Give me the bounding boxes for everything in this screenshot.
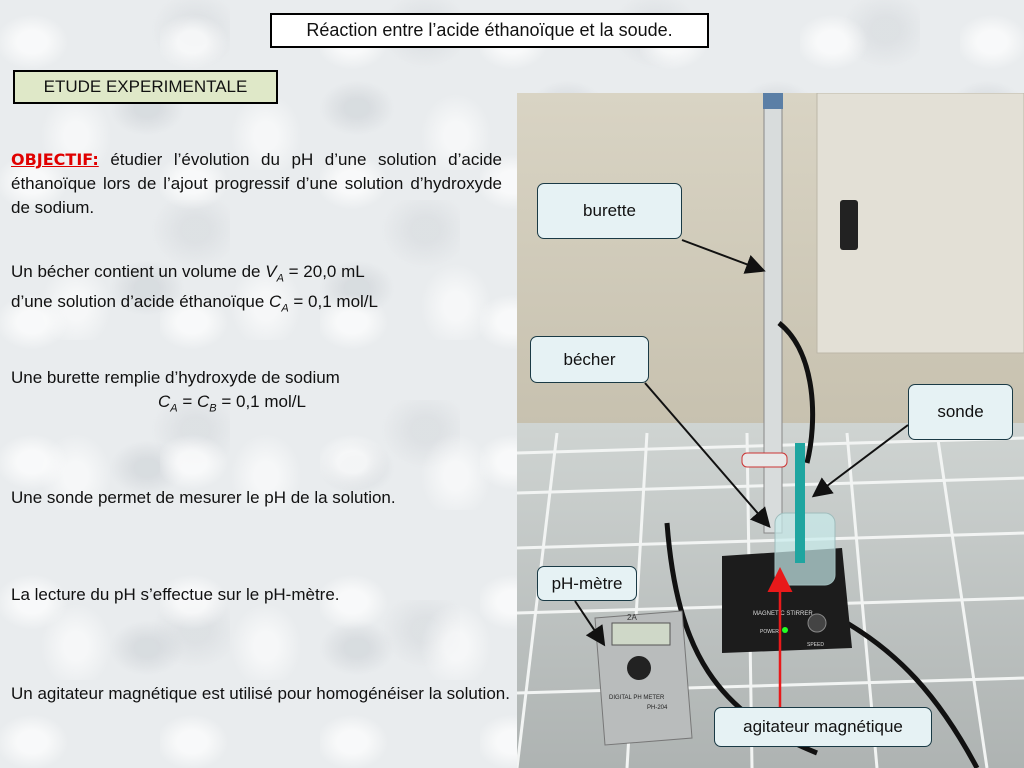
var-v: V xyxy=(265,262,277,281)
label-agitateur: agitateur magnétique xyxy=(714,707,932,747)
label-sonde: sonde xyxy=(908,384,1013,440)
becher-line2-prefix: d’une solution d’acide éthanoïque xyxy=(11,292,270,312)
stirrer-power-text: POWER xyxy=(760,629,779,635)
sub-a-3: A xyxy=(170,402,178,415)
label-phmetre: pH-mètre xyxy=(537,566,637,601)
objectif-label: OBJECTIF: xyxy=(11,150,99,169)
power-led xyxy=(782,627,788,633)
becher-line2-suffix: = 0,1 mol/L xyxy=(288,292,378,312)
agitateur-paragraph: Un agitateur magnétique est utilisé pour homogénéiser la solution. xyxy=(11,684,510,703)
label-becher: bécher xyxy=(530,336,649,383)
sub-a-2: A xyxy=(281,302,289,315)
wall-switch xyxy=(840,200,858,250)
sonde-paragraph: Une sonde permet de mesurer le pH de la solution. xyxy=(11,488,396,507)
burette-suffix: = 0,1 mol/L xyxy=(216,392,306,411)
sub-a: A xyxy=(276,272,284,285)
becher-paragraph xyxy=(11,260,511,321)
section-heading: ETUDE EXPERIMENTALE xyxy=(13,70,278,104)
equals: = xyxy=(177,392,197,411)
sub-b: B xyxy=(209,402,217,415)
ph-probe xyxy=(795,443,805,563)
var-ca: C xyxy=(158,392,171,411)
var-cb: C xyxy=(197,392,210,411)
ph-meter-model-text: PH-204 xyxy=(647,705,668,711)
ph-meter-display-text: 2A xyxy=(627,613,637,622)
ph-meter-display xyxy=(612,623,670,645)
burette-stopcock xyxy=(742,453,787,467)
becher-line1-suffix: = 20,0 mL xyxy=(283,262,365,281)
objectif-text: étudier l’évolution du pH d’une solution d’acide éthanoïque lors de l’ajout progressif d’une solution d’hydroxyde de sodium. xyxy=(11,150,503,217)
ph-meter-label-text: DIGITAL PH METER xyxy=(609,695,665,701)
ph-meter-knob xyxy=(627,656,651,680)
objectif-paragraph xyxy=(11,148,502,220)
phmetre-paragraph: La lecture du pH s’effectue sur le pH-mètre. xyxy=(11,585,340,604)
stirrer-brand-text: MAGNETIC STIRRER xyxy=(753,611,813,617)
burette-line2 xyxy=(11,390,471,420)
var-c: C xyxy=(269,292,282,312)
label-burette: burette xyxy=(537,183,682,239)
burette-paragraph xyxy=(11,366,471,420)
stirrer-speed-text: SPEED xyxy=(807,642,824,648)
burette-clamp-top xyxy=(763,93,783,109)
burette-line1: Une burette remplie d’hydroxyde de sodium xyxy=(11,368,340,387)
slide-title: Réaction entre l’acide éthanoïque et la soude. xyxy=(270,13,709,48)
becher-line1-prefix: Un bécher contient un volume de xyxy=(11,262,266,281)
